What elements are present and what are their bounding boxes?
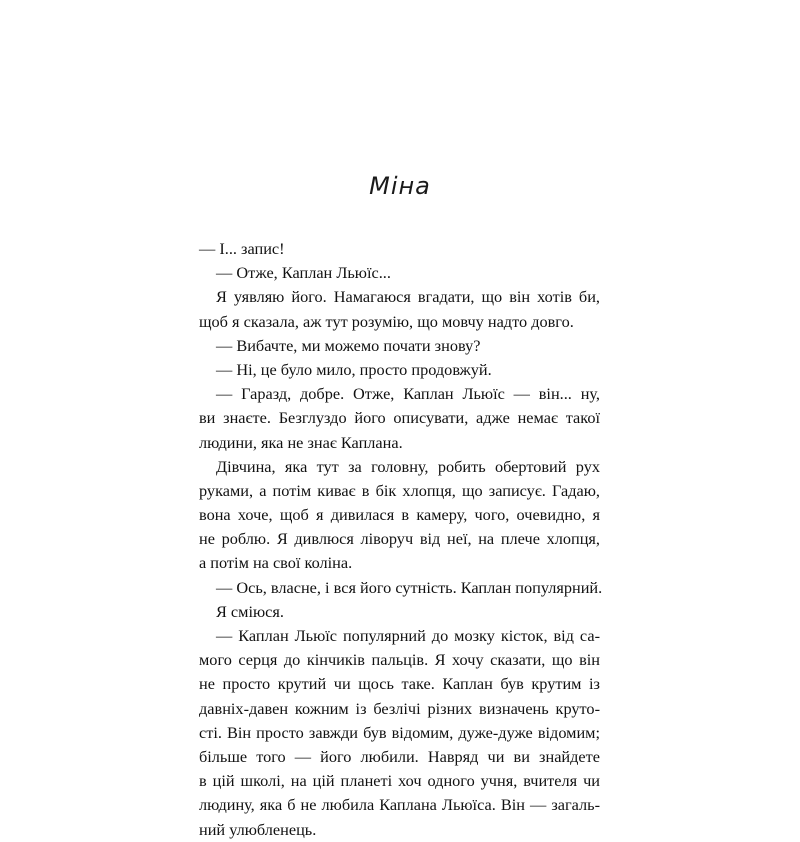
text-line: в цій школі, на цій планеті хоч одного учня, вчителя чи xyxy=(199,771,600,791)
text-line: — І... запис! xyxy=(199,239,285,258)
text-line: щоб я сказала, аж тут розумію, що мовчу надто довго. xyxy=(199,311,574,331)
text-line: вона хоче, щоб я дивилася в камеру, чого, очевидно, я xyxy=(199,505,600,525)
text-line: людину, яка б не любила Каплана Льюїса. Він — загаль- xyxy=(199,795,600,815)
text-line: не просто крутий чи щось таке. Каплан був крутим із xyxy=(199,674,600,694)
body-text xyxy=(199,237,603,842)
text-line: Я сміюся. xyxy=(216,601,284,621)
text-line: — Ні, це було мило, просто продовжуй. xyxy=(216,359,492,379)
text-line: більше того — його любили. Навряд чи ви знайдете xyxy=(199,746,600,766)
text-line: ви знаєте. Безглуздо його описувати, адже немає такої xyxy=(199,408,600,428)
text-line: мого серця до кінчиків пальців. Я хочу сказати, що він xyxy=(199,650,600,670)
text-line: сті. Він просто завжди був відомим, дуже-дуже відомим; xyxy=(199,722,600,742)
text-line: давніх-давен кожним із безлічі різних визначень круто- xyxy=(199,698,600,718)
text-line: — Ось, власне, і вся його сутність. Каплан популярний. xyxy=(216,577,603,597)
text-line: — Гаразд, добре. Отже, Каплан Льюїс — він... ну, xyxy=(216,384,600,404)
text-line: а потім на свої коліна. xyxy=(199,553,353,573)
text-line: руками, а потім киває в бік хлопця, що записує. Гадаю, xyxy=(199,480,600,500)
text-line: — Вибачте, ми можемо почати знову? xyxy=(216,335,481,355)
text-line: Дівчина, яка тут за головну, робить обертовий рух xyxy=(216,456,600,476)
text-line: ний улюбленець. xyxy=(199,819,317,839)
text-line: — Отже, Каплан Льюїс... xyxy=(216,263,391,283)
text-line: Я уявляю його. Намагаюся вгадати, що він хотів би, xyxy=(216,287,600,307)
chapter-title: Міна xyxy=(369,172,431,200)
text-line: — Каплан Льюїс популярний до мозку кісток, від са- xyxy=(216,626,600,645)
text-line: людини, яка не знає Каплана. xyxy=(199,432,403,452)
text-line: не роблю. Я дивлюся ліворуч від неї, на плече хлопця, xyxy=(199,529,600,549)
